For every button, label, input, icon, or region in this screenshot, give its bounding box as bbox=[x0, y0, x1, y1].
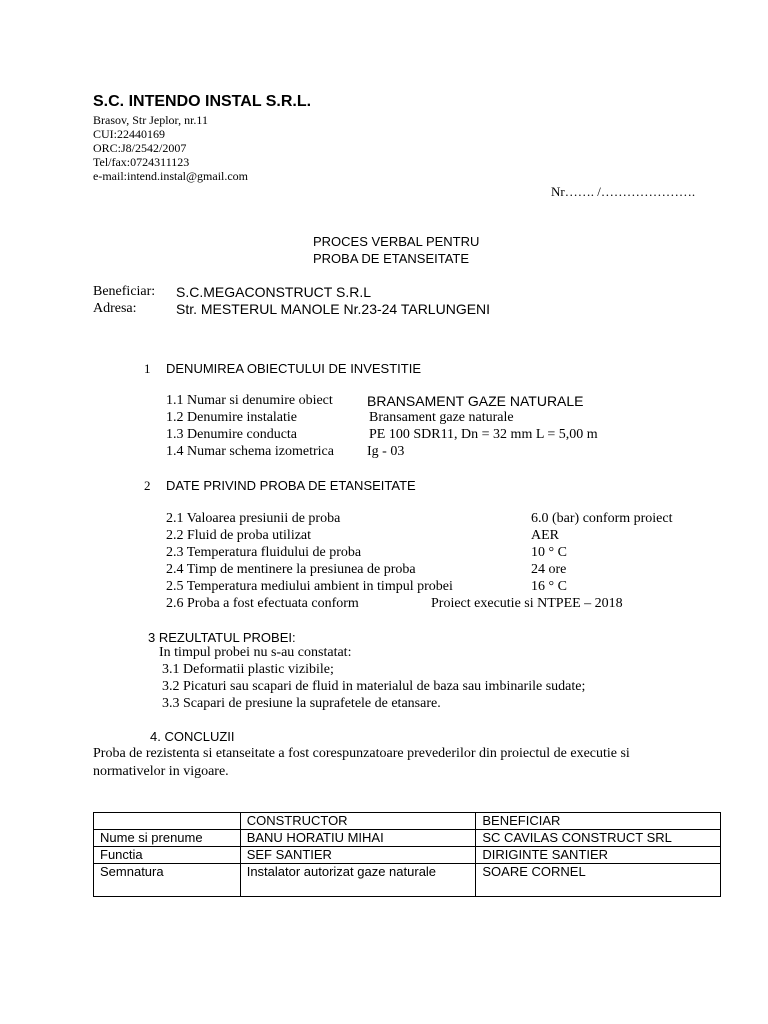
table-cell: DIRIGINTE SANTIER bbox=[476, 847, 721, 864]
item-2-1-label: 2.1 Valoarea presiunii de proba bbox=[166, 511, 341, 526]
company-address: Brasov, Str Jeplor, nr.11 bbox=[93, 113, 208, 127]
section2-number: 2 bbox=[144, 478, 151, 493]
table-cell: SEF SANTIER bbox=[240, 847, 476, 864]
table-row bbox=[94, 830, 721, 847]
item-2-5-value: 16 ° C bbox=[531, 579, 567, 594]
item-3-2: 3.2 Picaturi sau scapari de fluid in materialul de baza sau imbinarile sudate; bbox=[162, 679, 586, 694]
item-2-6-label: 2.6 Proba a fost efectuata conform bbox=[166, 596, 359, 611]
item-2-1-value: 6.0 (bar) conform proiect bbox=[531, 511, 673, 526]
table-header-cell bbox=[94, 813, 241, 830]
company-orc: ORC:J8/2542/2007 bbox=[93, 141, 187, 155]
item-3-1: 3.1 Deformatii plastic vizibile; bbox=[162, 662, 334, 677]
item-1-3-value: PE 100 SDR11, Dn = 32 mm L = 5,00 m bbox=[369, 427, 598, 442]
table-cell: Instalator autorizat gaze naturale bbox=[240, 864, 476, 897]
table-header-beneficiar: BENEFICIAR bbox=[476, 813, 721, 830]
table-row-label: Nume si prenume bbox=[94, 830, 241, 847]
section2-title: DATE PRIVIND PROBA DE ETANSEITATE bbox=[166, 478, 416, 493]
table-row bbox=[94, 864, 721, 897]
item-2-5-label: 2.5 Temperatura mediului ambient in timpul probei bbox=[166, 579, 453, 594]
conclusion-line2: normativelor in vigoare. bbox=[93, 764, 229, 779]
item-2-2-value: AER bbox=[531, 528, 559, 543]
item-2-4-label: 2.4 Timp de mentinere la presiunea de proba bbox=[166, 562, 416, 577]
item-1-1-label: 1.1 Numar si denumire obiect bbox=[166, 393, 333, 408]
item-2-2-label: 2.2 Fluid de proba utilizat bbox=[166, 528, 312, 543]
item-1-2-label: 1.2 Denumire instalatie bbox=[166, 410, 298, 425]
table-header-constructor: CONSTRUCTOR bbox=[240, 813, 476, 830]
item-2-3-value: 10 ° C bbox=[531, 545, 567, 560]
table-row bbox=[94, 847, 721, 864]
document-title-line2: PROBA DE ETANSEITATE bbox=[313, 251, 470, 266]
signatures-table bbox=[93, 812, 721, 897]
table-cell: BANU HORATIU MIHAI bbox=[240, 830, 476, 847]
table-row-label: Functia bbox=[94, 847, 241, 864]
beneficiar-value: S.C.MEGACONSTRUCT S.R.L bbox=[176, 284, 371, 300]
item-2-4-value: 24 ore bbox=[531, 562, 567, 577]
adresa-value: Str. MESTERUL MANOLE Nr.23-24 TARLUNGENI bbox=[176, 301, 491, 317]
section3-title: 3 REZULTATUL PROBEI: bbox=[148, 630, 296, 645]
table-row-label: Semnatura bbox=[94, 864, 241, 897]
section3-intro: In timpul probei nu s-au constatat: bbox=[159, 645, 352, 660]
item-1-2-value: Bransament gaze naturale bbox=[369, 410, 514, 425]
adresa-label: Adresa: bbox=[93, 301, 137, 316]
document-number: Nr……. /…………………. bbox=[551, 184, 696, 199]
section1-title: DENUMIREA OBIECTULUI DE INVESTITIE bbox=[166, 361, 421, 376]
item-2-6-value: Proiect executie si NTPEE – 2018 bbox=[431, 596, 623, 611]
section1-number: 1 bbox=[144, 361, 151, 376]
company-email: e-mail:intend.instal@gmail.com bbox=[93, 169, 249, 183]
item-3-3: 3.3 Scapari de presiune la suprafetele de etansare. bbox=[162, 696, 441, 711]
item-1-4-label: 1.4 Numar schema izometrica bbox=[166, 444, 334, 459]
section4-title: 4. CONCLUZII bbox=[150, 729, 235, 744]
company-name: S.C. INTENDO INSTAL S.R.L. bbox=[93, 93, 312, 110]
item-1-4-value: Ig - 03 bbox=[367, 444, 405, 459]
item-2-3-label: 2.3 Temperatura fluidului de proba bbox=[166, 545, 362, 560]
item-1-3-label: 1.3 Denumire conducta bbox=[166, 427, 298, 442]
conclusion-line1: Proba de rezistenta si etanseitate a fost corespunzatoare prevederilor din proiectul de executie si bbox=[93, 746, 630, 761]
item-1-1-value: BRANSAMENT GAZE NATURALE bbox=[367, 393, 584, 409]
company-cui: CUI:22440169 bbox=[93, 127, 165, 141]
beneficiar-label: Beneficiar: bbox=[93, 284, 156, 299]
table-cell: SOARE CORNEL bbox=[476, 864, 721, 897]
document-title-line1: PROCES VERBAL PENTRU bbox=[313, 234, 480, 249]
table-cell: SC CAVILAS CONSTRUCT SRL bbox=[476, 830, 721, 847]
table-header-row bbox=[94, 813, 721, 830]
company-phone: Tel/fax:0724311123 bbox=[93, 155, 190, 169]
